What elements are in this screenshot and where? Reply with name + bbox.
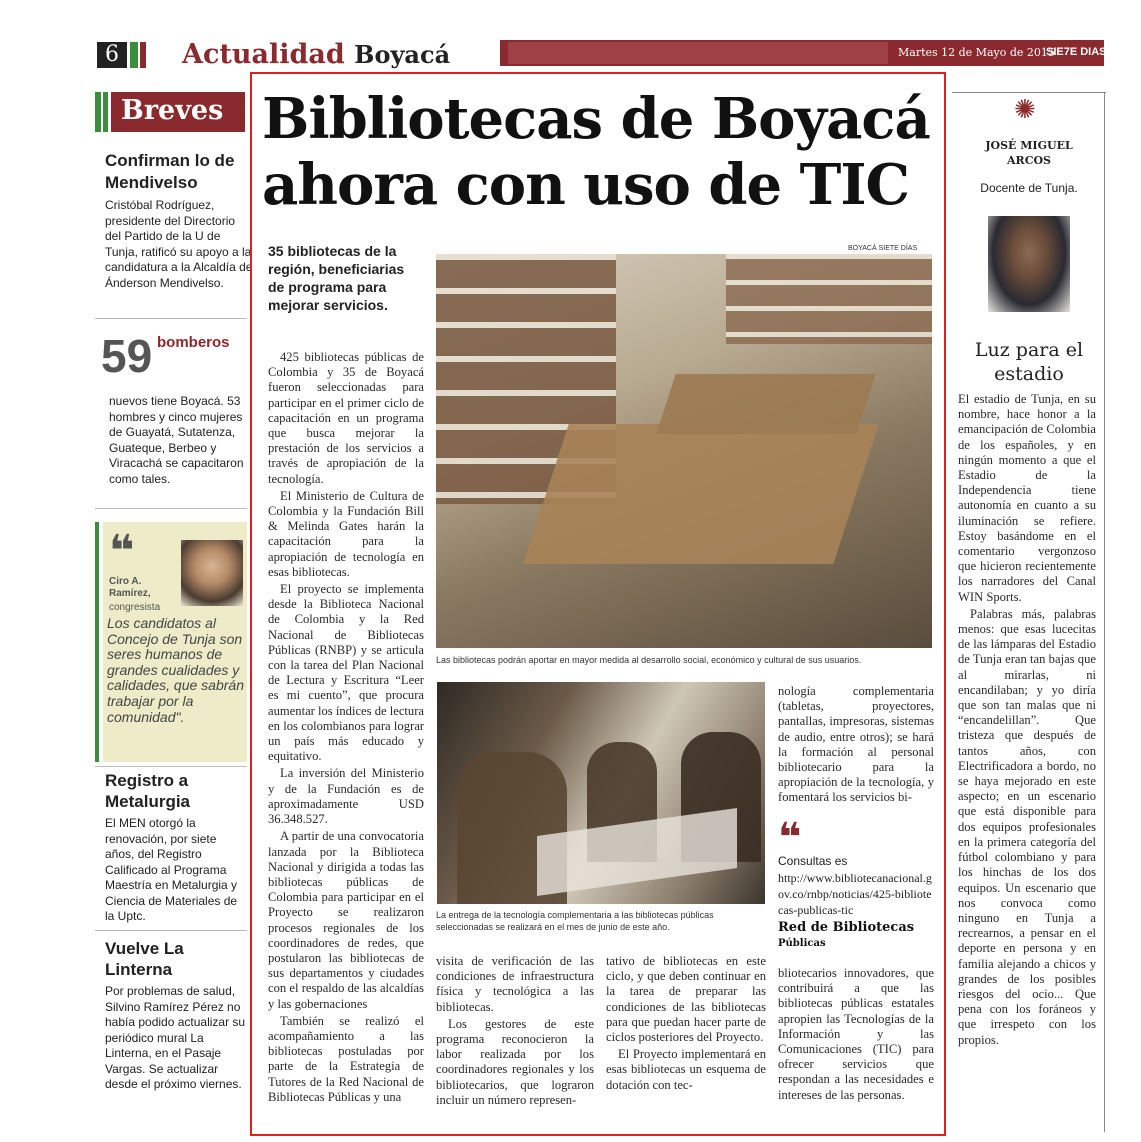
article-headline — [262, 86, 932, 218]
red-bibliotecas-1: Red de Bibliotecas — [778, 920, 915, 935]
opinion-rule-right — [1104, 92, 1105, 1132]
col4-bottom-p: bliotecarios innovadores, que contribuirá a que las bibliotecas públicas estatales apropien las Tecnologías de la Información y las Comunicaciones (TIC) para ofrecer servicios que respondan a las necesidades e intereses de las personas. — [778, 966, 934, 1102]
divider-4 — [95, 930, 247, 931]
quote-icon: ❝ — [109, 526, 135, 577]
col1-p2: El Ministerio de Cultura de Colombia y la Fundación Bill & Melinda Gates harán la capacitación para la apropiación de tecnología en esas bibliotecas. — [268, 488, 424, 579]
quote-name: Ciro A. Ramírez, — [109, 576, 151, 599]
column-p1: El estadio de Tunja, en su nombre, hace honor a la emancipación de Colombia de los españoles, y en ningún momento a que el Estadio de la Independencia tiene autonomía en cuanto a su iluminación se refiere. Estoy basándome en el comentario vergonzoso que hicieron recientemente los narradores del Canal WIN Sports. — [958, 392, 1096, 604]
breves-label-bars — [95, 92, 101, 132]
quote-avatar — [181, 540, 243, 606]
article-col-4-bottom — [778, 966, 934, 1105]
breves-label — [111, 92, 245, 132]
section-word-2: Boyacá — [354, 40, 451, 69]
sun-ornament-icon: ✺ — [1014, 95, 1036, 125]
children-photo — [437, 682, 765, 904]
article-col-4-top — [778, 684, 934, 808]
photo-caption-1: Las bibliotecas podrán aportar en mayor medida al desarrollo social, económico y cultural de sus usuarios. — [436, 655, 862, 665]
quote-box — [103, 522, 247, 762]
section-word-1: Actualidad — [182, 39, 345, 70]
red-bibliotecas-2: Públicas — [778, 938, 826, 949]
photo-table — [523, 424, 878, 564]
column-text — [958, 392, 1096, 1050]
divider-2 — [95, 508, 247, 509]
consult-box — [778, 815, 936, 954]
breve-3-body: El MEN otorgó la renovación, por siete años, del Registro Calificado al Programa Maestría en Metalurgia y Ciencia de Materiales de la Uptc. — [105, 816, 238, 923]
columnist-photo — [988, 216, 1070, 312]
quote-bar — [95, 522, 99, 762]
col1-p4: La inversión del Ministerio y de la Fundación es de aproximadamente USD 36.348.527. — [268, 766, 424, 827]
quote-role: congresista — [109, 602, 161, 613]
col3-p2: El Proyecto implementará en esas bibliotecas un esquema de dotación con tec- — [606, 1047, 766, 1092]
breve-1-body: Cristóbal Rodríguez, presidente del Directorio del Partido de la U de Tunja, ratificó su apoyo a la candidatura a la Alcaldía de Ánderson Mendivelso. — [105, 198, 253, 290]
breves-label-bars2 — [103, 92, 108, 132]
page-header — [40, 39, 1107, 70]
divider-1 — [95, 318, 247, 319]
breve-4-title: Vuelve La Linterna — [105, 939, 184, 979]
page-number-bar — [130, 42, 138, 68]
quote-text: Los candidatos al Concejo de Tunja son seres humanos de grandes cualidades y calidades, que sabrán trabajar por la comunidad". — [107, 615, 244, 725]
header-brand: SIE7E DIAS — [1046, 46, 1107, 58]
column-p2: Palabras más, palabras menos: que esas lucecitas de las lámparas del Estadio de Tunja eran tan bajas que al mirarlas, ni encandilaban; y yo diría que son tan malas que ni “encandelillan”. Que tristeza que después de tantos años, con Electrificadora a bordo, no se haya mejorado en este aspecto; en un escenario que está disponible para dos equipos profesionales en la primera categoría del fútbol colombiano y para los hinchas de los dos equipos. Un escenario que nos convoca como ninguno en Tunja a recrearnos, a pensar en el deporte en persona y en familia alejando a chicos y grandes de los posibles riesgos del ocio... Que pena con los foráneos y que irrespeto con los propios. — [958, 606, 1096, 1047]
page-number-bar2 — [140, 42, 146, 68]
col2-p2: Los gestores de este programa reconocieron la labor realizada por los coordinadores regionales y los bibliotecarios, que lograron incluir un número represen- — [436, 1016, 594, 1107]
opinion-rule-top — [952, 92, 1106, 93]
breve-2-number: 59 — [101, 330, 153, 382]
photo-credit: BOYACÁ SIETE DÍAS — [848, 245, 918, 252]
photo-paper — [537, 808, 737, 896]
quote-icon: ❝ — [778, 815, 802, 861]
col1-p6: También se realizó el acompañamiento a las bibliotecas postuladas por parte de la Estrategia de Tutores de la Red Nacional de Bibliotecas Públicas y una — [268, 1013, 424, 1104]
breve-1-title: Confirman lo de Mendivelso — [105, 151, 235, 192]
article-col-3 — [606, 954, 766, 1095]
opinion-column — [952, 92, 1106, 1132]
breves-column — [95, 90, 253, 1130]
consult-url[interactable]: http://www.bibliotecanacional.gov.co/rnbp/noticias/425-bibliotecas-publicas-tic — [778, 871, 932, 917]
photo-table-2 — [656, 374, 875, 434]
divider-3 — [95, 766, 247, 767]
breves-label-text: Breves — [121, 95, 224, 126]
breve-3-title: Registro a Metalurgia — [105, 771, 191, 811]
breve-4-body: Por problemas de salud, Silvino Ramírez Pérez no había podido actualizar su periódico mural La Linterna, en el Pasaje Vargas. Se actualizar desde el próximo viernes. — [105, 984, 246, 1091]
columnist-name: JOSÉ MIGUEL ARCOS — [985, 139, 1073, 167]
col4-top-p: nología complementaria (tabletas, proyectores, pantallas, impresoras, sistemas de audio, entre otros); se hará la formación al personal bibliotecario para la apropiación de la tecnología, y fomentará los servicios bi- — [778, 684, 934, 805]
col1-p5: A partir de una convocatoria lanzada por la Biblioteca Nacional y dirigida a todas las bibliotecas públicas de Colombia para participar en el Proyecto se realizaron procesos regionales de los coordinadores de redes, que postularon las bibliotecas de sus departamentos y ciudades con el respaldo de las alcaldías y las gobernaciones — [268, 829, 424, 1011]
library-photo — [436, 254, 932, 648]
article-col-2 — [436, 954, 594, 1110]
header-date: Martes 12 de Mayo de 2015 — [898, 46, 1055, 59]
headline-line-2: ahora con uso de TIC — [262, 152, 910, 218]
col2-p1: visita de verificación de las condiciones de infraestructura física y tecnológica a las bibliotecas. — [436, 954, 594, 1014]
section-title — [182, 38, 450, 72]
columnist-role: Docente de Tunja. — [980, 181, 1078, 195]
photo-caption-2: La entrega de la tecnología complementaria a las bibliotecas públicas seleccionadas se realizará en el mes de junio de este año. — [436, 910, 714, 932]
header-band-light — [508, 42, 888, 64]
page-number: 6 — [97, 42, 127, 68]
consult-label: Consultas es — [778, 854, 848, 868]
article-col-1 — [268, 350, 424, 1107]
col3-p1: tativo de bibliotecas en este ciclo, y que deben continuar en la tarea de preparar las condiciones de las bibliotecas para que puedan hacer parte de ciclos posteriores del Proyecto. — [606, 954, 766, 1045]
col1-p1: 425 bibliotecas públicas de Colombia y 35 de Boyacá fueron seleccionadas para participar en el primer ciclo de capacitación en un programa que busca mejorar la prestación de los servicios a través de apropiación de la tecnología. — [268, 350, 424, 486]
column-title: Luz para el estadio — [974, 339, 1084, 385]
breve-2-number-label: bomberos — [157, 334, 230, 351]
article-subhead: 35 bibliotecas de la región, beneficiarias de programa para mejorar servicios. — [268, 243, 405, 313]
photo-shelves-right — [726, 254, 932, 344]
headline-line-1: Bibliotecas de Boyacá — [262, 86, 930, 152]
col1-p3: El proyecto se implementa desde la Biblioteca Nacional de Colombia y la Red Nacional de Bibliotecas Públicas (RNBP) y se articula con la tarea del Plan Nacional de Lectura y Escritura “Leer es mi cuento”, que procura aumentar los índices de lectura en los colombianos para lograr un país más educado y equitativo. — [268, 582, 424, 764]
breve-2-body: nuevos tiene Boyacá. 53 hombres y cinco mujeres de Guayatá, Sutatenza, Guateque, Berbeo y Viracachá se capacitaron como tales. — [109, 394, 244, 486]
